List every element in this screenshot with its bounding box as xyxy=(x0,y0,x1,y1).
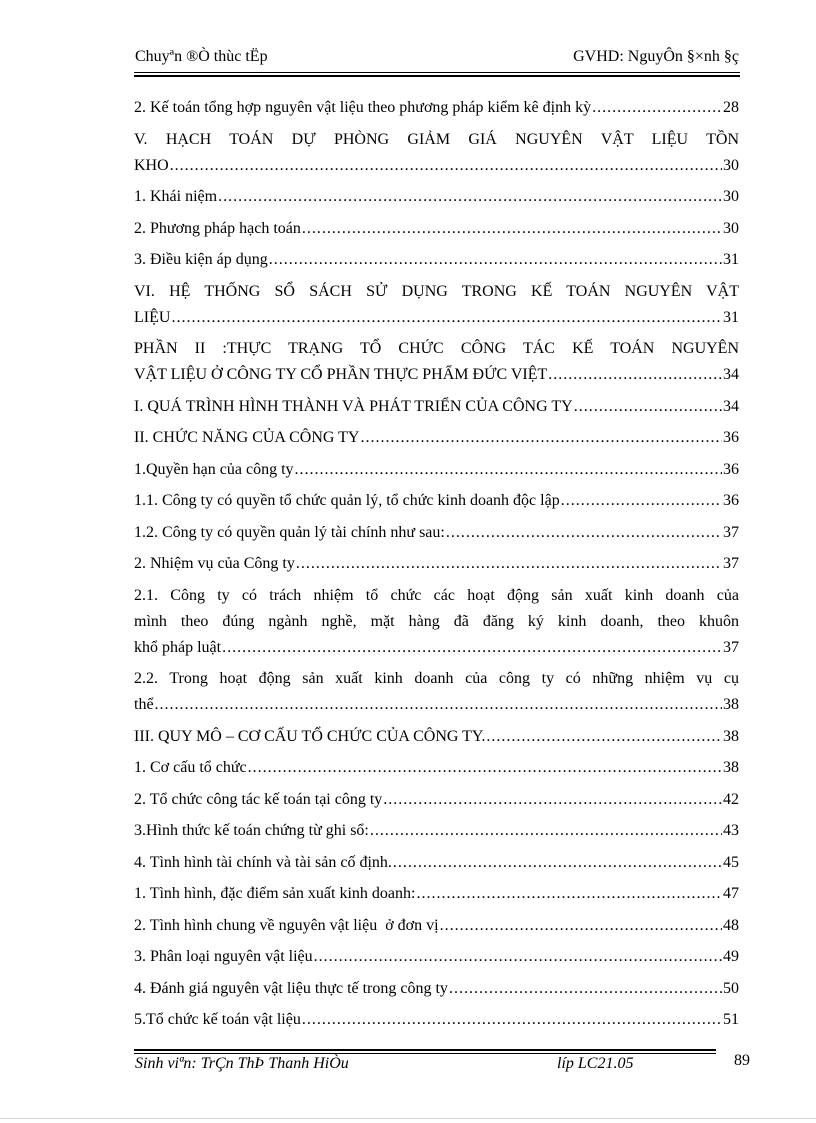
toc-leader-dots xyxy=(302,216,722,242)
toc-leader-dots xyxy=(171,305,722,331)
toc-leader-dots xyxy=(155,692,722,718)
toc-entry xyxy=(134,520,739,546)
toc-entry xyxy=(134,818,739,844)
toc-entry xyxy=(134,216,739,242)
toc-leader-dots xyxy=(370,818,722,844)
toc-entry-text: LIỆU xyxy=(134,308,171,326)
toc-entry-text: III. QUY MÔ – CƠ CẤU TỔ CHỨC CỦA CÔNG TY. xyxy=(134,727,486,745)
footer-rule-thin xyxy=(134,1053,716,1054)
toc-entry xyxy=(134,666,739,718)
toc-entry xyxy=(134,913,739,939)
toc-entry-text: 2. Tổ chức công tác kế toán tại công ty xyxy=(134,790,383,808)
toc-entry-text: 4. Đánh giá nguyên vật liệu thực tế trong công ty xyxy=(134,979,448,997)
toc-entry xyxy=(134,787,739,813)
toc-entry-line: V. HẠCH TOÁN DỰ PHÒNG GIẢM GIÁ NGUYÊN VẬT LIỆU TỒN xyxy=(134,130,739,148)
toc-leader-dots xyxy=(446,520,722,546)
toc-entry-line: 2.2. Trong hoạt động sản xuất kinh doanh của công ty có những nhiệm vụ cụ xyxy=(134,670,739,687)
toc-entry-text: 1. Cơ cấu tổ chức xyxy=(134,759,247,776)
toc-leader-dots xyxy=(393,850,722,876)
header-title: Chuyªn ®Ò thùc tËp xyxy=(135,48,268,65)
toc-leader-dots xyxy=(486,724,722,750)
toc-entry-text: 1. Tình hình, đặc điểm sản xuất kinh doanh: xyxy=(134,885,416,902)
toc-page-number: 48 xyxy=(723,916,739,934)
toc-page-number: 50 xyxy=(723,979,739,997)
footer-class: líp LC21.05 xyxy=(557,1055,634,1072)
toc-entry-line: PHẦN II :THỰC TRẠNG TỔ CHỨC CÔNG TÁC KẾ TOÁN NGUYÊN xyxy=(134,340,739,357)
toc-entry xyxy=(134,944,739,970)
toc-entry-text: 3. Điều kiện áp dụng xyxy=(134,251,268,268)
toc-entry-text: I. QUÁ TRÌNH HÌNH THÀNH VÀ PHÁT TRIỂN CỦA CÔNG TY xyxy=(134,397,573,415)
toc-entry-text: 1.1. Công ty có quyền tổ chức quản lý, tổ chức kinh doanh độc lập xyxy=(134,492,560,509)
toc-leader-dots xyxy=(383,787,722,813)
toc-leader-dots xyxy=(295,457,722,483)
toc-entry xyxy=(134,724,739,750)
header-rule-thick xyxy=(134,75,740,77)
toc-page-number: 42 xyxy=(723,790,739,808)
table-of-contents xyxy=(134,95,739,1039)
toc-page-number: 38 xyxy=(723,696,739,713)
toc-entry-text: 4. Tình hình tài chính và tài sản cố định. xyxy=(134,853,392,871)
toc-entry-lastline xyxy=(134,153,739,179)
toc-entry xyxy=(134,881,739,907)
toc-entry-text: 2. Kế toán tổng hợp nguyên vật liệu theo phương pháp kiểm kê định kỳ xyxy=(134,99,592,116)
toc-page-number: 38 xyxy=(723,727,739,745)
toc-leader-dots xyxy=(302,1007,722,1033)
toc-leader-dots xyxy=(360,425,722,451)
toc-entry-text: 3.Hình thức kế toán chứng từ ghi sổ: xyxy=(134,822,369,839)
toc-page-number: 43 xyxy=(723,822,739,839)
toc-page-number: 31 xyxy=(723,251,739,268)
toc-entry-text: 5.Tổ chức kế toán vật liệu xyxy=(134,1011,301,1028)
toc-entry-text: 2. Phương pháp hạch toán xyxy=(134,219,301,237)
toc-page-number: 30 xyxy=(723,188,739,205)
toc-entry-line: mình theo đúng ngành nghề, mặt hàng đã đăng ký kinh doanh, theo khuôn xyxy=(134,612,739,630)
toc-page-number: 37 xyxy=(723,523,739,541)
toc-entry-text: 1.2. Công ty có quyền quản lý tài chính như sau: xyxy=(134,523,445,541)
toc-page-number: 36 xyxy=(723,429,739,446)
toc-entry-text: 2. Nhiệm vụ của Công ty xyxy=(134,555,295,572)
toc-entry-line: 2.1. Công ty có trách nhiệm tổ chức các hoạt động sản xuất kinh doanh của xyxy=(134,586,739,604)
page-number: 89 xyxy=(734,1052,750,1069)
toc-page-number: 36 xyxy=(723,460,739,478)
toc-leader-dots xyxy=(416,881,722,907)
toc-entry xyxy=(134,394,739,420)
toc-leader-dots xyxy=(449,976,722,1002)
footer-rule-thick xyxy=(134,1049,716,1051)
toc-page-number: 30 xyxy=(723,156,739,174)
toc-page-number: 51 xyxy=(723,1011,739,1028)
toc-leader-dots xyxy=(314,944,722,970)
toc-entry xyxy=(134,551,739,577)
page-edge xyxy=(0,1118,816,1119)
toc-entry xyxy=(134,336,739,388)
toc-page-number: 45 xyxy=(723,853,739,871)
toc-page-number: 34 xyxy=(723,366,739,383)
toc-entry xyxy=(134,95,739,121)
toc-page-number: 49 xyxy=(723,948,739,965)
toc-entry xyxy=(134,127,739,179)
toc-entry-text: KHO xyxy=(134,156,169,174)
toc-entry-text: VẬT LIỆU Ở CÔNG TY CỔ PHẦN THỰC PHẨM ĐỨC VIỆT xyxy=(134,366,548,383)
toc-page-number: 30 xyxy=(723,219,739,237)
toc-entry xyxy=(134,488,739,514)
toc-leader-dots xyxy=(269,247,722,273)
toc-entry-text: 2. Tình hình chung về nguyên vật liệu ở đơn vị xyxy=(134,916,439,934)
toc-leader-dots xyxy=(440,913,722,939)
toc-page-number: 31 xyxy=(723,308,739,326)
toc-entry-lastline xyxy=(134,692,739,718)
toc-entry xyxy=(134,457,739,483)
toc-page-number: 36 xyxy=(723,492,739,509)
toc-leader-dots xyxy=(548,362,722,388)
toc-entry-text: 1.Quyền hạn của công ty xyxy=(134,460,294,478)
toc-leader-dots xyxy=(218,184,722,210)
toc-leader-dots xyxy=(170,153,722,179)
toc-leader-dots xyxy=(561,488,722,514)
toc-entry xyxy=(134,583,739,661)
toc-entry-lastline xyxy=(134,305,739,331)
toc-entry xyxy=(134,425,739,451)
toc-entry-text: II. CHỨC NĂNG CỦA CÔNG TY xyxy=(134,429,360,446)
toc-entry xyxy=(134,247,739,273)
toc-entry xyxy=(134,755,739,781)
page-header xyxy=(135,48,739,72)
toc-entry xyxy=(134,184,739,210)
toc-entry-text: 3. Phân loại nguyên vật liệu xyxy=(134,948,313,965)
toc-page-number: 47 xyxy=(723,885,739,902)
header-supervisor: GVHD: NguyÔn §×nh §ç xyxy=(573,48,739,65)
toc-entry-text: khổ pháp luật xyxy=(134,638,222,656)
header-rule-thin xyxy=(134,72,740,73)
toc-page-number: 28 xyxy=(723,99,739,116)
toc-leader-dots xyxy=(592,95,722,121)
toc-entry-text: 1. Khái niệm xyxy=(134,188,218,205)
toc-page-number: 37 xyxy=(723,638,739,656)
toc-entry xyxy=(134,279,739,331)
toc-entry-lastline xyxy=(134,362,739,388)
toc-entry-text: thể xyxy=(134,696,154,713)
toc-page-number: 38 xyxy=(723,759,739,776)
toc-page-number: 34 xyxy=(723,397,739,415)
toc-leader-dots xyxy=(574,394,722,420)
toc-leader-dots xyxy=(296,551,722,577)
toc-entry-line: VI. HỆ THỐNG SỔ SÁCH SỬ DỤNG TRONG KẾ TOÁN NGUYÊN VẬT xyxy=(134,282,739,300)
toc-leader-dots xyxy=(222,635,722,661)
toc-leader-dots xyxy=(248,755,722,781)
toc-entry xyxy=(134,1007,739,1033)
toc-page-number: 37 xyxy=(723,555,739,572)
footer-student-name: Sinh viªn: TrÇn ThÞ Thanh HiÒu xyxy=(135,1055,349,1072)
toc-entry xyxy=(134,976,739,1002)
toc-entry-lastline xyxy=(134,635,739,661)
toc-entry xyxy=(134,850,739,876)
